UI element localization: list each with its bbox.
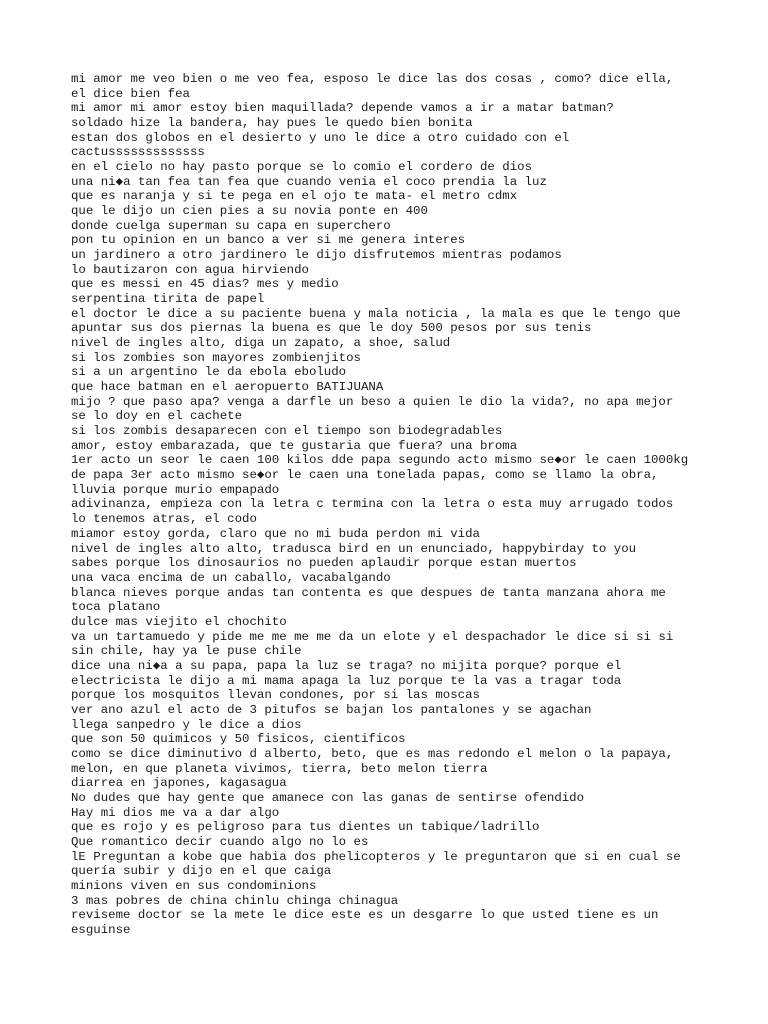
text-line: en el cielo no hay pasto porque se lo comio el cordero de dios (71, 160, 533, 175)
text-line: mijo ? que paso apa? venga a darfle un beso a quien le dio la vida?, no apa mejor (71, 394, 674, 409)
text-line: que es rojo y es peligroso para tus dientes un tabique/ladrillo (71, 820, 540, 835)
text-line: electricista le dijo a mi mama apaga la luz porque te la vas a tragar toda (71, 673, 622, 688)
text-line: ver ano azul el acto de 3 pitufos se bajan los pantalones y se agachan (71, 702, 592, 717)
text-line: blanca nieves porque andas tan contenta es que despues de tanta manzana ahora me (71, 585, 666, 600)
text-line: porque los mosquitos llevan condones, por si las moscas (71, 688, 480, 703)
text-line: sin chile, hay ya le puse chile (71, 644, 302, 659)
text-line: serpentina tirita de papel (71, 292, 265, 307)
text-line: el dice bien fea (71, 86, 190, 101)
text-line: dice una ni◆a a su papa, papa la luz se traga? no mijita porque? porque el (71, 658, 622, 673)
text-line: que le dijo un cien pies a su novia ponte en 400 (71, 204, 428, 219)
text-line: mi amor mi amor estoy bien maquillada? depende vamos a ir a matar batman? (71, 101, 614, 116)
text-line: pon tu opinion en un banco a ver si me genera interes (71, 233, 466, 248)
text-line: va un tartamuedo y pide me me me me da un elote y el despachador le dice si si si (71, 629, 674, 644)
text-line: No dudes que hay gente que amanece con las ganas de sentirse ofendido (71, 790, 585, 805)
text-line: lo tenemos atras, el codo (71, 512, 257, 527)
text-line: dulce mas viejito el chochito (71, 614, 287, 629)
text-line: se lo doy en el cachete (71, 409, 243, 424)
text-line: estan dos globos en el desierto y uno le dice a otro cuidado con el (71, 130, 570, 145)
text-line: Hay mi dios me va a dar algo (71, 805, 280, 820)
text-line: lo bautizaron con agua hirviendo (71, 262, 309, 277)
text-line: una vaca encima de un caballo, vacabalgando (71, 570, 391, 585)
text-line: llega sanpedro y le dice a dios (71, 717, 302, 732)
text-line: que hace batman en el aeropuerto BATIJUANA (71, 380, 384, 395)
text-line: Que romantico decir cuando algo no lo es (71, 834, 369, 849)
text-line: nivel de ingles alto, diga un zapato, a shoe, salud (71, 336, 451, 351)
text-line: que son 50 quimicos y 50 fisicos, cientificos (71, 732, 406, 747)
text-line: reviseme doctor se la mete le dice este es un desgarre lo que usted tiene es un (71, 908, 659, 923)
text-line: el doctor le dice a su paciente buena y mala noticia , la mala es que le tengo que (71, 306, 681, 321)
text-line: 3 mas pobres de china chinlu chinga chinagua (71, 893, 399, 908)
text-line: diarrea en japones, kagasagua (71, 776, 287, 791)
text-line: si a un argentino le da ebola eboludo (71, 365, 347, 380)
text-line: adivinanza, empieza con la letra c termina con la letra o esta muy arrugado todos (71, 497, 674, 512)
text-line: soldado hize la bandera, hay pues le quedo bien bonita (71, 116, 473, 131)
text-line: si los zombis desaparecen con el tiempo son biodegradables (71, 424, 503, 439)
text-line: de papa 3er acto mismo se◆or le caen una tonelada papas, como se llamo la obra, (71, 468, 659, 483)
text-line: sabes porque los dinosaurios no pueden aplaudir porque estan muertos (71, 556, 577, 571)
text-line: una ni◆a tan fea tan fea que cuando venia el coco prendia la luz (71, 174, 547, 189)
text-line: lluvia porque murio empapado (71, 482, 280, 497)
text-line: un jardinero a otro jardinero le dijo disfrutemos mientras podamos (71, 248, 562, 263)
text-line: nivel de ingles alto alto, tradusca bird en un enunciado, happybirday to you (71, 541, 637, 556)
text-line: lE Preguntan a kobe que habia dos phelicopteros y le preguntaron que si en cual se (71, 849, 681, 864)
text-line: esguinse (71, 922, 131, 937)
text-line: que es naranja y si te pega en el ojo te mata- el metro cdmx (71, 189, 518, 204)
text-line: 1er acto un seor le caen 100 kilos dde papa segundo acto mismo se◆or le caen 1000kg (71, 453, 689, 468)
text-line: donde cuelga superman su capa en superchero (71, 218, 391, 233)
text-line: si los zombies son mayores zombienjitos (71, 350, 361, 365)
text-line: melon, en que planeta vivimos, tierra, beto melon tierra (71, 761, 488, 776)
document-body (71, 72, 711, 938)
text-line: que es messi en 45 dias? mes y medio (71, 277, 339, 292)
text-line: amor, estoy embarazada, que te gustaria que fuera? una broma (71, 438, 518, 453)
text-line: miamor estoy gorda, claro que no mi buda perdon mi vida (71, 526, 480, 541)
text-line: mi amor me veo bien o me veo fea, esposo le dice las dos cosas , como? dice ella, (71, 72, 674, 86)
text-line: toca platano (71, 600, 161, 615)
text-line: como se dice diminutivo d alberto, beto, que es mas redondo el melon o la papaya, (71, 746, 674, 761)
text-line: cactusssssssssssss (71, 145, 205, 160)
text-line: minions viven en sus condominions (71, 878, 317, 893)
text-line: quería subir y dijo en el que caiga (71, 864, 332, 879)
text-line: apuntar sus dos piernas la buena es que le doy 500 pesos por sus tenis (71, 321, 592, 336)
